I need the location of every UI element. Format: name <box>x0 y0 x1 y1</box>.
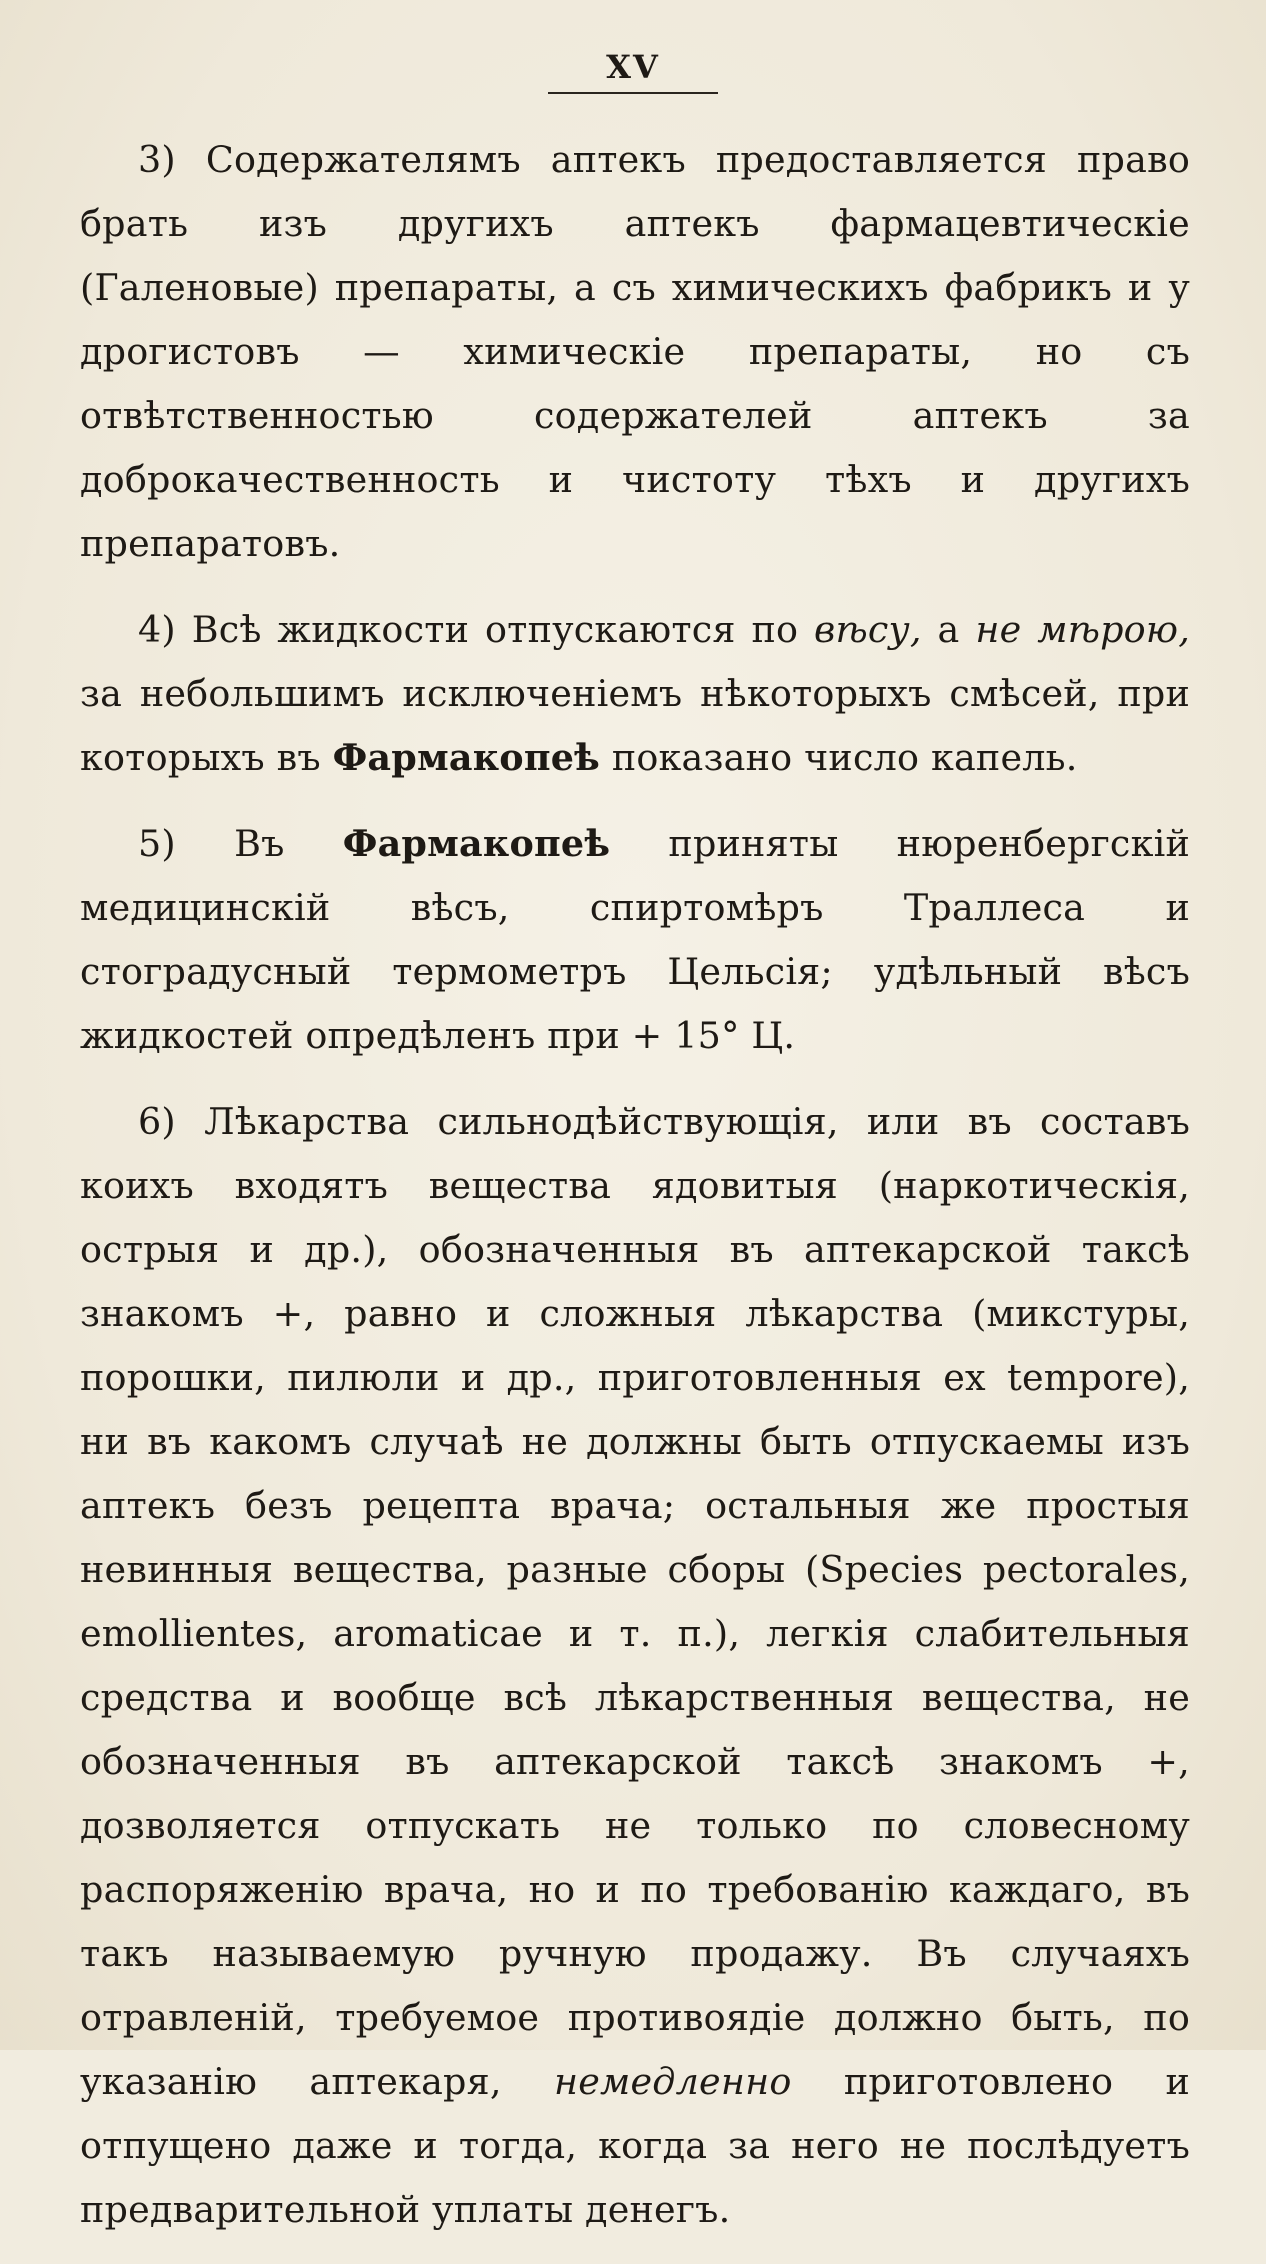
paragraph-text: 5) Въ <box>138 822 343 865</box>
paragraph-text: а <box>921 608 976 651</box>
paragraph-5 <box>80 812 1190 1068</box>
paragraph-6 <box>80 1090 1190 2242</box>
header-rule <box>548 92 718 94</box>
paragraph-text: 6) Лѣкарства сильнодѣйствующія, или въ составъ коихъ входятъ вещества ядовитыя (наркотическія, острыя и др.), обозначенныя въ аптекарской таксѣ знакомъ +, равно и сложныя лѣкарства (микстуры, порошки, пилюли и др., приготовленныя ex tempore), ни въ какомъ случаѣ не должны быть отпускаемы изъ аптекъ безъ рецепта врача; остальныя же простыя невинныя вещества, разные сборы (Species pectorales, emollientes, aromaticae и т. п.), легкія слабительныя средства и вообще всѣ лѣкарственныя вещества, не обозначенныя въ аптекарской таксѣ знакомъ +, дозволяется отпускать не только по словесному распоряженію врача, но и по требованію каждаго, въ такъ называемую ручную продажу. Въ случаяхъ отравленій, требуемое противоядіе должно быть, по указанію аптекаря, <box>80 1100 1190 2103</box>
bold-term: Фармакопеѣ <box>332 736 601 779</box>
bold-term: Фармакопеѣ <box>342 822 611 865</box>
paragraph-text: показано число капель. <box>600 736 1078 779</box>
page-header <box>0 48 1266 86</box>
paragraph-text: приняты нюренбергскій медицинскій вѣсъ, спиртомѣръ Траллеса и стоградусный термометръ Цельсія; удѣльный вѣсъ жидкостей опредѣленъ при + 15° Ц. <box>80 822 1190 1057</box>
paragraph-4 <box>80 598 1190 790</box>
paragraph-3 <box>80 128 1190 576</box>
paragraph-text: за небольшимъ исключеніемъ нѣкоторыхъ смѣсей, при которыхъ въ <box>80 672 1190 779</box>
paragraph-text: 3) Содержателямъ аптекъ предоставляется право брать изъ другихъ аптекъ фармацевтическіе (Галеновые) препараты, а съ химическихъ фабрикъ и у дрогистовъ — химическіе препараты, но съ отвѣтственностью содержателей аптекъ за доброкачественность и чистоту тѣхъ и другихъ препаратовъ. <box>80 138 1190 565</box>
body-text <box>80 128 1190 2264</box>
paragraph-text: приготовлено и отпущено даже и тогда, когда за него не послѣдуетъ предварительной уплаты денегъ. <box>80 2060 1190 2231</box>
emphasis-text: не мѣрою, <box>975 608 1190 651</box>
paragraph-text: 4) Всѣ жидкости отпускаются по <box>138 608 815 651</box>
emphasis-text: немедленно <box>553 2060 792 2103</box>
page-number: XV <box>606 48 660 86</box>
emphasis-text: вѣсу, <box>814 608 922 651</box>
